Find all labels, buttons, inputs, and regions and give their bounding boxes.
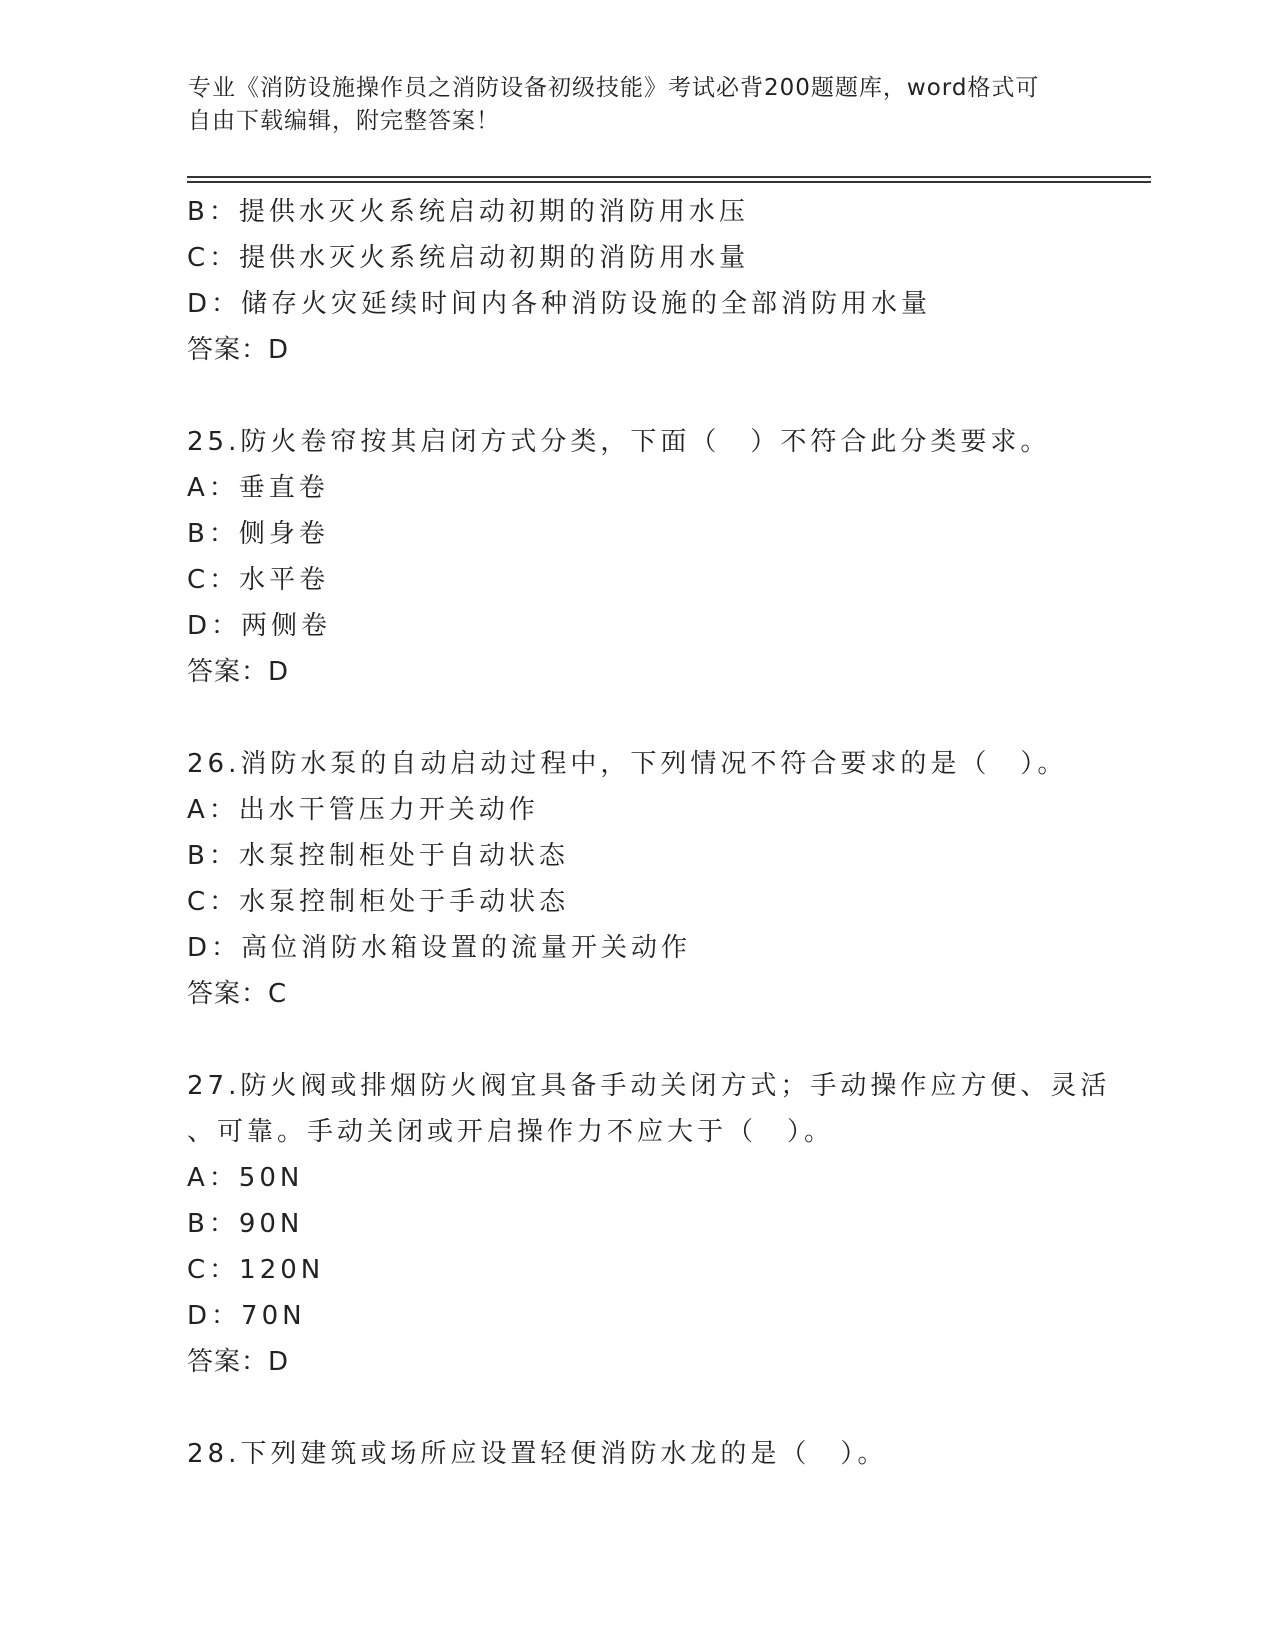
option-d: D：储存火灾延续时间内各种消防设施的全部消防用水量 <box>187 289 932 319</box>
spacer <box>187 695 1087 741</box>
question-text: 26.消防水泵的自动启动过程中，下列情况不符合要求的是（ ）。 <box>187 749 1068 779</box>
option-a: A：50N <box>187 1163 304 1193</box>
option-d: D：高位消防水箱设置的流量开关动作 <box>187 933 692 963</box>
question-24-continued <box>187 189 1087 373</box>
question-text: 28.下列建筑或场所应设置轻便消防水龙的是（ ）。 <box>187 1439 888 1469</box>
header-rule-bottom <box>187 181 1151 183</box>
question-text-line-2: 、可靠。手动关闭或开启操作力不应大于（ ）。 <box>187 1117 835 1147</box>
header-rule-top <box>187 176 1151 178</box>
spacer <box>187 373 1087 419</box>
option-a: A：垂直卷 <box>187 473 329 503</box>
question-text-line-1: 27.防火阀或排烟防火阀宜具备手动关闭方式；手动操作应方便、灵活 <box>187 1071 1111 1101</box>
option-b: B：提供水灭火系统启动初期的消防用水压 <box>187 197 749 227</box>
question-list <box>187 189 1111 1477</box>
question-28 <box>187 1431 1087 1477</box>
header-line-1: 专业《消防设施操作员之消防设备初级技能》考试必背200题题库，word格式可 <box>188 75 1040 101</box>
option-b: B：90N <box>187 1209 304 1239</box>
answer: 答案：D <box>187 335 290 365</box>
option-c: C：120N <box>187 1255 325 1285</box>
option-d: D：两侧卷 <box>187 611 332 641</box>
answer: 答案：D <box>187 1347 290 1377</box>
answer: 答案：C <box>187 979 288 1009</box>
question-26 <box>187 741 1087 1017</box>
answer: 答案：D <box>187 657 290 687</box>
question-25 <box>187 419 1087 695</box>
question-text: 25.防火卷帘按其启闭方式分类，下面（ ）不符合此分类要求。 <box>187 427 1051 457</box>
option-b: B：侧身卷 <box>187 519 329 549</box>
option-d: D：70N <box>187 1301 306 1331</box>
header-line-2: 自由下载编辑，附完整答案！ <box>188 108 500 134</box>
spacer <box>187 1385 1087 1431</box>
option-c: C：提供水灭火系统启动初期的消防用水量 <box>187 243 750 273</box>
option-a: A：出水干管压力开关动作 <box>187 795 539 825</box>
option-c: C：水平卷 <box>187 565 330 595</box>
document-header <box>188 72 1088 138</box>
option-c: C：水泵控制柜处于手动状态 <box>187 887 570 917</box>
question-27 <box>187 1063 1111 1385</box>
option-b: B：水泵控制柜处于自动状态 <box>187 841 569 871</box>
spacer <box>187 1017 1087 1063</box>
